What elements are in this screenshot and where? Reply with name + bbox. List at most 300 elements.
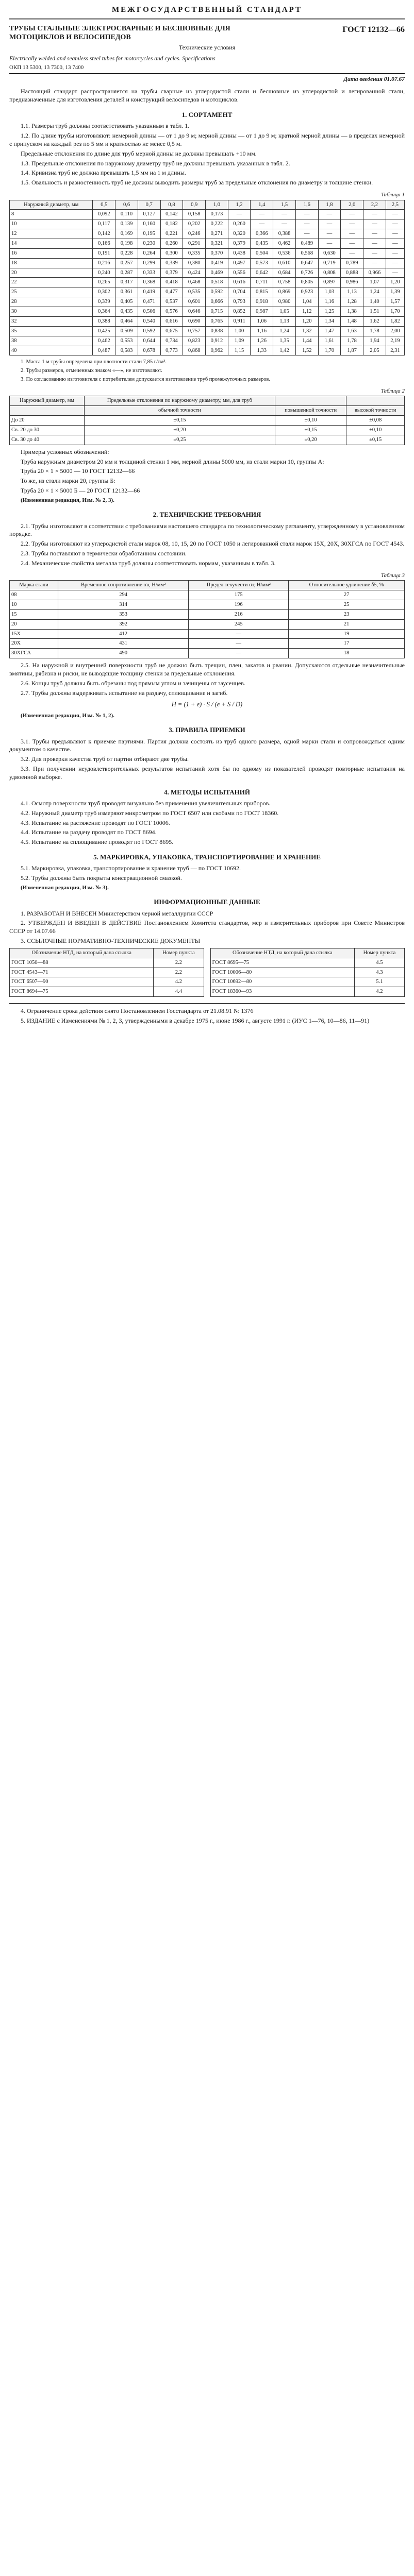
- section-5-heading: 5. МАРКИРОВКА, УПАКОВКА, ТРАНСПОРТИРОВАНИЕ И ХРАНЕНИЕ: [93, 853, 321, 861]
- table-cell: 0,704: [228, 287, 251, 297]
- table-cell: 0,852: [228, 307, 251, 317]
- example-paragraph: Труба 20 × 1 × 5000 — 10 ГОСТ 12132—66: [21, 467, 135, 475]
- section-4-paragraph: 4.1. Осмотр поверхности труб проводят визуально без применения увеличительных приборов.: [21, 799, 271, 807]
- table-cell: 1,24: [363, 287, 386, 297]
- info-item-paragraph: 3. ССЫЛОЧНЫЕ НОРМАТИВНО-ТЕХНИЧЕСКИЕ ДОКУМЕНТЫ: [21, 937, 201, 944]
- table-cell: 17: [289, 639, 405, 649]
- table-cell: 0,092: [93, 210, 115, 219]
- table-cell: 0,264: [138, 248, 160, 258]
- table-cell: 0,489: [295, 239, 318, 249]
- table-cell: 0,576: [160, 307, 183, 317]
- table-cell: 0,573: [251, 258, 273, 268]
- table-cell: 0,320: [228, 229, 251, 239]
- table-cell: 1,78: [341, 336, 363, 346]
- table-row: [10, 639, 405, 649]
- change-note-2: (Измененная редакция, Изм. № 1, 2).: [21, 712, 114, 719]
- table-cell: 0,962: [206, 346, 228, 355]
- table-header-cell: 1,0: [206, 200, 228, 210]
- section-2-body-continued: [9, 662, 405, 697]
- table-cell: ±0,15: [85, 416, 275, 426]
- document-subtitle: Технические условия: [178, 43, 236, 51]
- table-cell: 1,44: [295, 336, 318, 346]
- table-cell: 0,911: [228, 316, 251, 326]
- table-cell: 0,435: [115, 307, 138, 317]
- table-cell: 1,33: [251, 346, 273, 355]
- table-cell: 0,333: [138, 268, 160, 278]
- table-cell: —: [318, 239, 341, 249]
- table-cell: Св. 20 до 30: [10, 426, 85, 435]
- table-row: [10, 987, 204, 997]
- table-cell: 1,03: [318, 287, 341, 297]
- document-title: ТРУБЫ СТАЛЬНЫЕ ЭЛЕКТРОСВАРНЫЕ И БЕСШОВНЫЕ ДЛЯ МОТОЦИКЛОВ И ВЕЛОСИПЕДОВ: [9, 24, 230, 42]
- table-header-cell: 0,6: [115, 200, 138, 210]
- table-cell: 0,719: [318, 258, 341, 268]
- table-cell: —: [386, 239, 404, 249]
- table-cell: ГОСТ 10692—80: [210, 977, 354, 987]
- table-cell: 0,568: [295, 248, 318, 258]
- section-2-body: [9, 522, 405, 568]
- table-cell: ±0,10: [275, 416, 346, 426]
- table-cell: 1,28: [341, 297, 363, 307]
- table-cell: 0,228: [115, 248, 138, 258]
- table-row: [210, 977, 405, 987]
- table-cell: —: [341, 248, 363, 258]
- table-cell: 0,300: [160, 248, 183, 258]
- table-header-cell: 0,7: [138, 200, 160, 210]
- table-cell: 21: [289, 619, 405, 629]
- table-subheader-cell: [10, 406, 85, 416]
- document-header: [9, 24, 405, 42]
- table-cell: 1,12: [295, 307, 318, 317]
- table-cell: 1,25: [318, 307, 341, 317]
- table-header-row: [10, 396, 405, 406]
- table-cell: 35: [10, 326, 93, 336]
- table-cell: ±0,20: [275, 435, 346, 445]
- table-cell: ±0,20: [85, 426, 275, 435]
- table-cell: ГОСТ 18360—93: [210, 987, 354, 997]
- table-cell: До 20: [10, 416, 85, 426]
- table-cell: ±0,15: [346, 435, 405, 445]
- table-cell: 216: [189, 609, 289, 619]
- table-cell: 1,70: [386, 307, 404, 317]
- table-header-cell: Предел текучести σт, Н/мм²: [189, 581, 289, 590]
- table-cell: 0,202: [183, 219, 206, 229]
- table-cell: 0,425: [93, 326, 115, 336]
- table-cell: 40: [10, 346, 93, 355]
- table-cell: 0,339: [160, 258, 183, 268]
- table-header-cell: 2,5: [386, 200, 404, 210]
- table-cell: ГОСТ 6507—90: [10, 977, 154, 987]
- table-cell: 0,509: [115, 326, 138, 336]
- section-1-paragraph: 1.5. Овальность и разностенность труб не должны выводить размеры труб за предельные отклонения по диаметру и толщине стенки.: [21, 179, 373, 187]
- table-cell: 0,240: [93, 268, 115, 278]
- table-cell: 08: [10, 590, 58, 600]
- table-cell: 431: [58, 639, 188, 649]
- table-subheader-cell: обычной точности: [85, 406, 275, 416]
- table-cell: 2,19: [386, 336, 404, 346]
- table-header-cell: Номер пункта: [354, 948, 404, 958]
- table-row: [10, 297, 405, 307]
- table-cell: 0,838: [206, 326, 228, 336]
- table-row: [10, 278, 405, 287]
- table-cell: 1,20: [386, 278, 404, 287]
- table-cell: 0,173: [206, 210, 228, 219]
- section-2-paragraph: 2.6. Концы труб должны быть обрезаны под прямым углом и зачищены от заусенцев.: [21, 679, 245, 687]
- table-cell: 18: [10, 258, 93, 268]
- table-row: [10, 307, 405, 317]
- table-cell: 16: [10, 248, 93, 258]
- table-cell: 10: [10, 219, 93, 229]
- table-cell: 0,166: [93, 239, 115, 249]
- table-cell: 0,711: [251, 278, 273, 287]
- section-3-paragraph: 3.1. Трубы предъявляют к приемке партиями. Партия должна состоять из труб одного размера, одной марки стали и сопровождаться одним документом о качестве.: [9, 737, 405, 753]
- table-3-caption: Таблица 3: [380, 572, 405, 579]
- table-cell: —: [295, 229, 318, 239]
- table-header-cell: Обозначение НТД, на который дана ссылка: [10, 948, 154, 958]
- table-cell: Св. 30 до 40: [10, 435, 85, 445]
- table-cell: —: [363, 239, 386, 249]
- section-2-paragraph: 2.7. Трубы должны выдерживать испытание на раздачу, сплющивание и загиб.: [21, 689, 228, 697]
- table-cell: 0,110: [115, 210, 138, 219]
- table-1-note-paragraph: 1. Масса 1 м трубы определена при плотности стали 7,85 г/см³.: [21, 359, 167, 365]
- table-row: [10, 239, 405, 249]
- info-heading: ИНФОРМАЦИОННЫЕ ДАННЫЕ: [154, 898, 260, 906]
- table-header-cell: 1,2: [228, 200, 251, 210]
- table-cell: 0,583: [115, 346, 138, 355]
- table-cell: 0,556: [228, 268, 251, 278]
- table-cell: —: [341, 210, 363, 219]
- section-1-paragraph: Предельные отклонения по длине для труб мерной длины не должны превышать +10 мм.: [21, 149, 257, 157]
- table-cell: 0,758: [273, 278, 296, 287]
- section-4-paragraph: 4.4. Испытание на раздачу проводят по ГОСТ 8694.: [21, 828, 157, 836]
- table-subheader-cell: высокой точности: [346, 406, 405, 416]
- table-cell: 0,117: [93, 219, 115, 229]
- table-header-cell: Наружный диаметр, мм: [10, 200, 93, 210]
- section-2-paragraph: 2.1. Трубы изготовляют в соответствии с требованиями настоящего стандарта по технологическому регламенту, утвержденному в установленном порядке.: [9, 522, 405, 538]
- table-row: [10, 416, 405, 426]
- table-cell: 30: [10, 307, 93, 317]
- table-cell: 1,63: [341, 326, 363, 336]
- table-header-cell: 1,5: [273, 200, 296, 210]
- table-row: [10, 248, 405, 258]
- reference-table-right: [210, 948, 405, 997]
- table-cell: 12: [10, 229, 93, 239]
- table-cell: 0,616: [160, 316, 183, 326]
- table-cell: 0,793: [228, 297, 251, 307]
- table-cell: 0,302: [93, 287, 115, 297]
- table-header-cell: Временное сопротивление σв, Н/мм²: [58, 581, 188, 590]
- table-cell: 1,38: [341, 307, 363, 317]
- table-cell: 1,78: [363, 326, 386, 336]
- table-cell: 2,05: [363, 346, 386, 355]
- table-cell: 23: [289, 609, 405, 619]
- table-cell: 25: [10, 287, 93, 297]
- table-cell: 1,05: [273, 307, 296, 317]
- table-cell: 0,271: [206, 229, 228, 239]
- table-row: [10, 629, 405, 639]
- standard-banner: МЕЖГОСУДАРСТВЕННЫЙ СТАНДАРТ: [9, 5, 405, 20]
- table-cell: 314: [58, 600, 188, 609]
- table-cell: 0,987: [251, 307, 273, 317]
- table-cell: —: [273, 219, 296, 229]
- table-cell: 1,61: [318, 336, 341, 346]
- table-cell: 1,47: [318, 326, 341, 336]
- table-cell: 1,24: [273, 326, 296, 336]
- table-cell: 0,317: [115, 278, 138, 287]
- table-1-note-paragraph: 3. По согласованию изготовителя с потребителем допускается изготовление труб промежуточных размеров.: [21, 377, 271, 383]
- table-cell: —: [318, 219, 341, 229]
- table-cell: 0,684: [273, 268, 296, 278]
- table-cell: 0,260: [228, 219, 251, 229]
- table-cell: 294: [58, 590, 188, 600]
- table-cell: 0,435: [251, 239, 273, 249]
- table-header-cell: 0,9: [183, 200, 206, 210]
- table-cell: 1,16: [318, 297, 341, 307]
- section-4-paragraph: 4.3. Испытание на растяжение проводят по ГОСТ 10006.: [21, 819, 170, 826]
- table-cell: 0,923: [295, 287, 318, 297]
- table-cell: 1,57: [386, 297, 404, 307]
- table-row: [10, 649, 405, 658]
- info-tail-paragraph: 5. ИЗДАНИЕ с Изменениями № 1, 2, 3, утвержденными в декабре 1975 г., июне 1986 г., августе 1991 г. (ИУС 1—76, 10—86, 11—91): [21, 1016, 370, 1024]
- section-1-paragraph: 1.4. Кривизна труб не должна превышать 1,5 мм на 1 м длины.: [21, 169, 186, 177]
- section-1-paragraph: 1.2. По длине трубы изготовляют: немерной длины — от 1 до 9 м; мерной длины — от 1 до 9 м; кратной мерной длины — в пределах немерной с припуском на каждый рез по 5 мм и кратностью не менее 0,5 м.: [9, 132, 405, 147]
- table-cell: 0,419: [206, 258, 228, 268]
- section-3-heading: 3. ПРАВИЛА ПРИЕМКИ: [169, 726, 245, 734]
- table-cell: 0,471: [138, 297, 160, 307]
- example-paragraph: То же, из стали марки 20, группы Б:: [21, 477, 115, 485]
- table-cell: 1,09: [228, 336, 251, 346]
- table-cell: 353: [58, 609, 188, 619]
- table-cell: 20: [10, 268, 93, 278]
- table-cell: 8: [10, 210, 93, 219]
- table-cell: —: [295, 210, 318, 219]
- table-header-row: [10, 948, 204, 958]
- table-cell: —: [273, 210, 296, 219]
- table-cell: 0,666: [206, 297, 228, 307]
- table-cell: ГОСТ 8695—75: [210, 958, 354, 968]
- table-cell: 0,773: [160, 346, 183, 355]
- table-cell: —: [318, 229, 341, 239]
- table-cell: 0,142: [93, 229, 115, 239]
- table-cell: 0,553: [115, 336, 138, 346]
- table-cell: 0,216: [93, 258, 115, 268]
- table-cell: 0,765: [206, 316, 228, 326]
- table-cell: —: [251, 219, 273, 229]
- table-cell: 0,265: [93, 278, 115, 287]
- table-row: [10, 977, 204, 987]
- table-row: [10, 268, 405, 278]
- table-header-cell: 1,6: [295, 200, 318, 210]
- table-cell: 0,504: [251, 248, 273, 258]
- example-paragraph: Примеры условных обозначений:: [21, 448, 109, 455]
- section-4-heading: 4. МЕТОДЫ ИСПЫТАНИЙ: [164, 788, 250, 796]
- table-cell: —: [386, 229, 404, 239]
- table-header-cell: Предельные отклонения по наружному диаметру, мм, для труб: [85, 396, 275, 406]
- change-note-1: (Измененная редакция, Изм. № 2, 3).: [21, 497, 114, 503]
- table-cell: —: [318, 210, 341, 219]
- table-cell: 0,715: [206, 307, 228, 317]
- table-row: [10, 609, 405, 619]
- table-cell: 1,15: [228, 346, 251, 355]
- table-cell: 0,610: [273, 258, 296, 268]
- table-cell: 0,642: [251, 268, 273, 278]
- table-header-row: [10, 200, 405, 210]
- table-cell: 0,419: [138, 287, 160, 297]
- table-cell: 0,868: [183, 346, 206, 355]
- table-cell: 15Х: [10, 629, 58, 639]
- table-cell: 1,13: [273, 316, 296, 326]
- table-cell: 0,497: [228, 258, 251, 268]
- designation-examples: [9, 448, 405, 495]
- table-subheader-row: [10, 406, 405, 416]
- table-cell: —: [251, 210, 273, 219]
- table-cell: 0,388: [93, 316, 115, 326]
- table-cell: 0,675: [160, 326, 183, 336]
- english-title: Electrically welded and seamless steel tubes for motorcycles and cycles. Specifications: [9, 55, 216, 62]
- table-cell: 2,00: [386, 326, 404, 336]
- reference-table-left: [9, 948, 204, 997]
- table-cell: ГОСТ 1050—88: [10, 958, 154, 968]
- info-item-paragraph: 1. РАЗРАБОТАН И ВНЕСЕН Министерством черной металлургии СССР: [21, 909, 213, 917]
- table-cell: —: [363, 219, 386, 229]
- table-cell: 0,370: [206, 248, 228, 258]
- table-cell: ГОСТ 4543—71: [10, 968, 154, 977]
- table-header-cell: Номер пункта: [154, 948, 204, 958]
- table-cell: 20: [10, 619, 58, 629]
- table-row: [10, 258, 405, 268]
- table-cell: 0,127: [138, 210, 160, 219]
- table-row: [10, 336, 405, 346]
- table-row: [10, 219, 405, 229]
- table-cell: 0,477: [160, 287, 183, 297]
- table-cell: 1,20: [295, 316, 318, 326]
- table-cell: 0,260: [160, 239, 183, 249]
- table-cell: 0,198: [115, 239, 138, 249]
- table-cell: 0,966: [363, 268, 386, 278]
- table-row: [210, 958, 405, 968]
- table-cell: 245: [189, 619, 289, 629]
- table-cell: 0,757: [183, 326, 206, 336]
- section-2-paragraph: 2.3. Трубы поставляют в термически обработанном состоянии.: [21, 550, 187, 557]
- table-header-cell: 2,0: [341, 200, 363, 210]
- example-paragraph: Труба наружным диаметром 20 мм и толщиной стенки 1 мм, мерной длины 5000 мм, из стали марки 10, группы А:: [21, 457, 324, 465]
- table-cell: 4.4: [154, 987, 204, 997]
- section-1-body: [9, 122, 405, 187]
- table-cell: 1,35: [273, 336, 296, 346]
- section-5-paragraph: 5.1. Маркировка, упаковка, транспортирование и хранение труб — по ГОСТ 10692.: [21, 865, 241, 872]
- table-cell: 1,62: [363, 316, 386, 326]
- table-cell: 0,388: [273, 229, 296, 239]
- table-cell: 0,487: [93, 346, 115, 355]
- table-cell: 0,980: [273, 297, 296, 307]
- table-cell: 0,191: [93, 248, 115, 258]
- table-cell: 0,912: [206, 336, 228, 346]
- table-header-cell: 2,2: [363, 200, 386, 210]
- table-cell: —: [341, 229, 363, 239]
- table-cell: 392: [58, 619, 188, 629]
- table-cell: 0,160: [138, 219, 160, 229]
- table-cell: 0,469: [206, 268, 228, 278]
- table-cell: 4.5: [354, 958, 404, 968]
- table-header-cell: [275, 396, 346, 406]
- table-subheader-cell: повышенной точности: [275, 406, 346, 416]
- table-cell: —: [363, 258, 386, 268]
- table-cell: 30ХГСА: [10, 649, 58, 658]
- table-cell: 14: [10, 239, 93, 249]
- table-cell: 0,379: [160, 268, 183, 278]
- table-cell: 1,06: [251, 316, 273, 326]
- table-cell: 0,222: [206, 219, 228, 229]
- table-header-cell: 1,4: [251, 200, 273, 210]
- table-cell: 0,592: [206, 287, 228, 297]
- section-2-paragraph: 2.5. На наружной и внутренней поверхности труб не должно быть трещин, плен, закатов и рванин. Допускаются отдельные незначительные вмятины, рябизна и риски, не выводящие толщину стенки за предельные отклонения.: [9, 662, 405, 677]
- table-cell: —: [189, 629, 289, 639]
- table-cell: 0,646: [183, 307, 206, 317]
- section-3-body: [9, 738, 405, 782]
- table-cell: 1,07: [363, 278, 386, 287]
- table-cell: 0,616: [228, 278, 251, 287]
- table-cell: 0,438: [228, 248, 251, 258]
- table-cell: 0,888: [341, 268, 363, 278]
- table-1-notes: [9, 359, 405, 383]
- table-cell: 5.1: [354, 977, 404, 987]
- table-cell: 0,601: [183, 297, 206, 307]
- table-cell: 0,158: [183, 210, 206, 219]
- table-cell: 175: [189, 590, 289, 600]
- table-header-cell: 1,8: [318, 200, 341, 210]
- table-cell: 0,734: [160, 336, 183, 346]
- section-5-body: [9, 865, 405, 883]
- document-page: [0, 0, 414, 1025]
- table-cell: 0,540: [138, 316, 160, 326]
- table-cell: 20Х: [10, 639, 58, 649]
- table-cell: 0,418: [160, 278, 183, 287]
- table-cell: 0,986: [341, 278, 363, 287]
- table-1-note-paragraph: 2. Трубы размеров, отмеченных знаком «—», не изготовляют.: [21, 368, 162, 374]
- table-cell: —: [363, 210, 386, 219]
- table-cell: 0,287: [115, 268, 138, 278]
- table-cell: 0,405: [115, 297, 138, 307]
- table-row: [10, 958, 204, 968]
- table-cell: 0,897: [318, 278, 341, 287]
- table-cell: 32: [10, 316, 93, 326]
- table-cell: 0,789: [341, 258, 363, 268]
- table-cell: 0,361: [115, 287, 138, 297]
- table-cell: 2.2: [154, 968, 204, 977]
- table-cell: —: [363, 248, 386, 258]
- table-cell: 0,644: [138, 336, 160, 346]
- table-cell: —: [189, 639, 289, 649]
- table-1: [9, 200, 405, 356]
- table-cell: ГОСТ 8694—75: [10, 987, 154, 997]
- table-cell: 0,221: [160, 229, 183, 239]
- table-cell: 4.3: [354, 968, 404, 977]
- table-cell: 0,424: [183, 268, 206, 278]
- table-cell: 1,16: [251, 326, 273, 336]
- info-tail: [9, 1003, 405, 1025]
- table-row: [10, 619, 405, 629]
- introduction-date: Дата введения 01.07.67: [343, 76, 405, 83]
- table-cell: 0,139: [115, 219, 138, 229]
- table-cell: 1,52: [295, 346, 318, 355]
- table-cell: 4.2: [354, 987, 404, 997]
- table-cell: 27: [289, 590, 405, 600]
- table-row: [10, 316, 405, 326]
- info-body: [9, 910, 405, 945]
- table-cell: 0,462: [93, 336, 115, 346]
- table-cell: 1,82: [386, 316, 404, 326]
- table-cell: 0,726: [295, 268, 318, 278]
